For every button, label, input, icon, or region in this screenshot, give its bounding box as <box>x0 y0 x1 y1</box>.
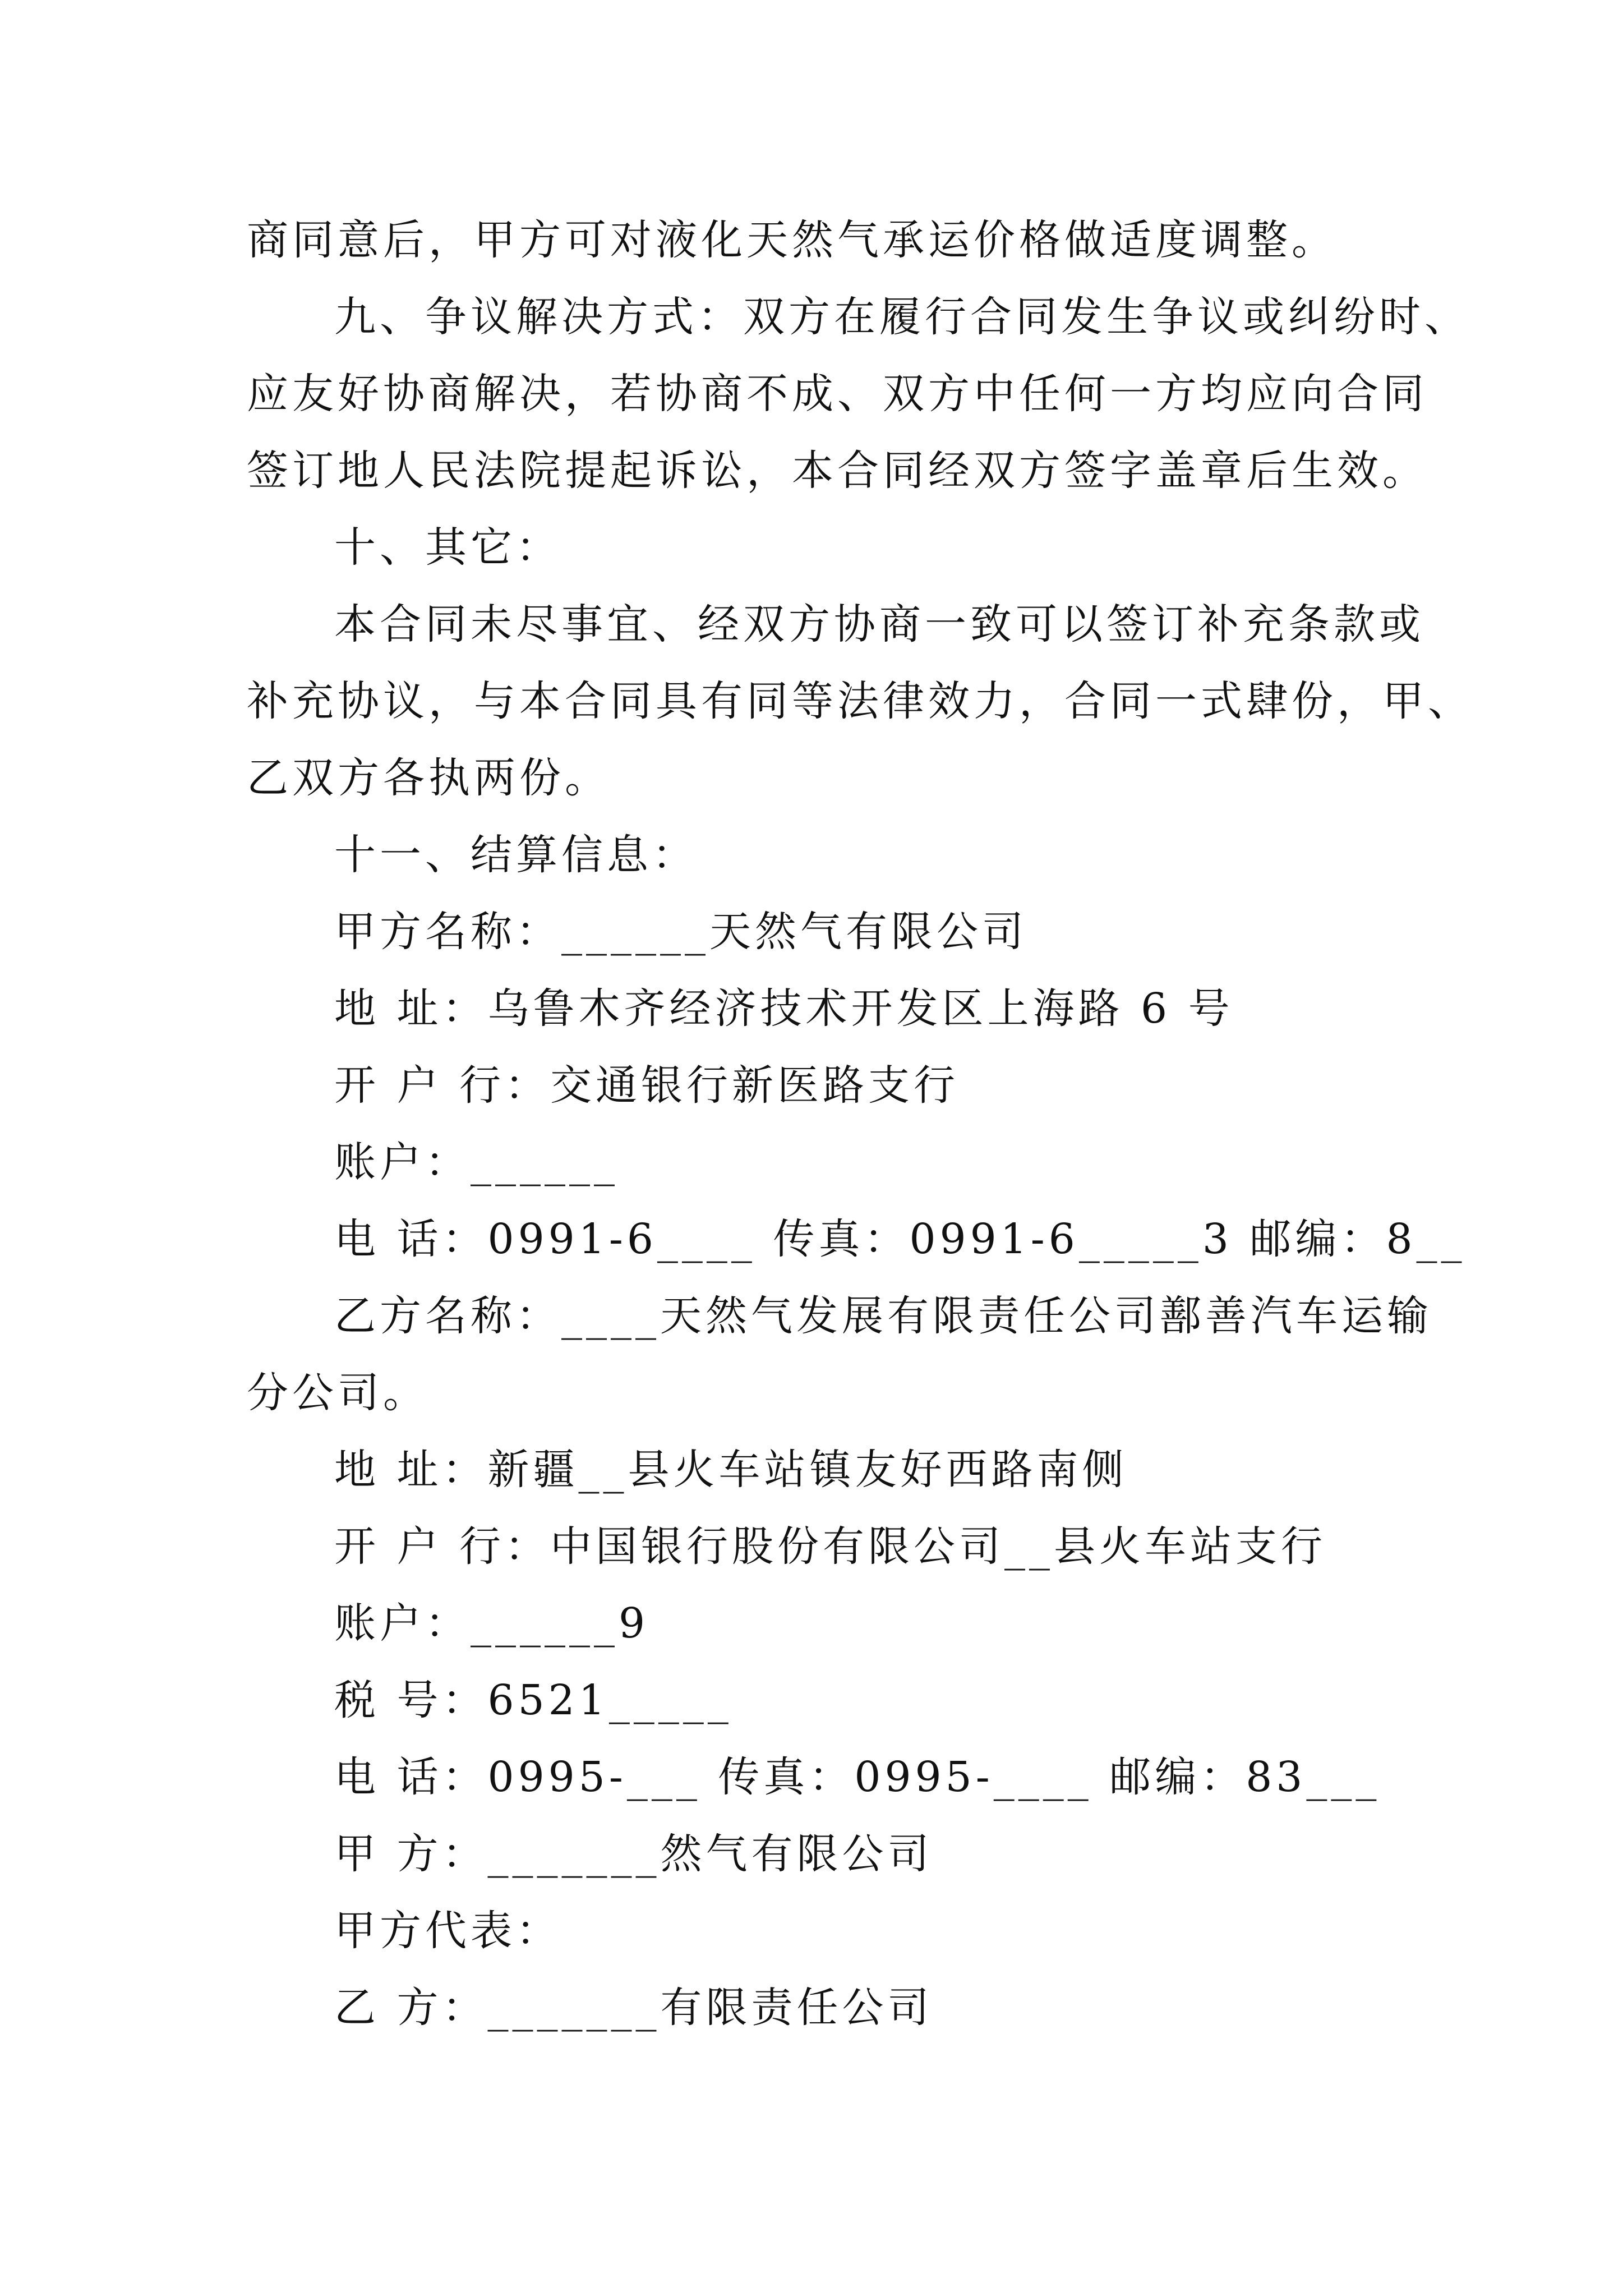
text-line: 九、争议解决方式：双方在履行合同发生争议或纠纷时、 <box>334 293 1470 341</box>
party-b-tax-number: 税 号：6521_____ <box>334 1676 732 1724</box>
text-line: 签订地人民法院提起诉讼，本合同经双方签字盖章后生效。 <box>247 447 1428 495</box>
party-a-bank: 开 户 行：交通银行新医路支行 <box>334 1061 960 1110</box>
party-a-name: 甲方名称：______天然气有限公司 <box>334 908 1027 956</box>
text-line: 乙双方各执两份。 <box>247 754 610 802</box>
party-b-account: 账户：______9 <box>334 1599 649 1648</box>
signature-party-a-rep: 甲方代表： <box>334 1907 561 1955</box>
signature-party-a: 甲 方：_______然气有限公司 <box>334 1830 933 1878</box>
text-line: 本合同未尽事宜、经双方协商一致可以签订补充条款或 <box>334 600 1424 648</box>
signature-party-b: 乙 方：_______有限责任公司 <box>334 1984 933 2032</box>
party-b-contact: 电 话：0995-___ 传真：0995-____ 邮编：83___ <box>334 1753 1381 1801</box>
party-b-address: 地 址：新疆__县火车站镇友好西路南侧 <box>334 1446 1128 1494</box>
section-heading: 十一、结算信息： <box>334 831 698 879</box>
party-b-name-cont: 分公司。 <box>247 1369 428 1417</box>
text-line: 补充协议，与本合同具有同等法律效力，合同一式肆份，甲、 <box>247 677 1473 725</box>
text-line: 应友好协商解决，若协商不成、双方中任何一方均应向合同 <box>247 370 1428 418</box>
party-b-bank: 开 户 行：中国银行股份有限公司__县火车站支行 <box>334 1522 1327 1571</box>
party-a-contact: 电 话：0991-6____ 传真：0991-6_____3 邮编：8__ <box>334 1215 1466 1263</box>
party-a-account: 账户：______ <box>334 1138 619 1186</box>
section-heading: 十、其它： <box>334 523 561 572</box>
party-a-address: 地 址：乌鲁木齐经济技术开发区上海路 6 号 <box>334 984 1234 1033</box>
text-line: 商同意后，甲方可对液化天然气承运价格做适度调整。 <box>247 216 1337 264</box>
party-b-name: 乙方名称：____天然气发展有限责任公司鄯善汽车运输 <box>334 1292 1432 1340</box>
